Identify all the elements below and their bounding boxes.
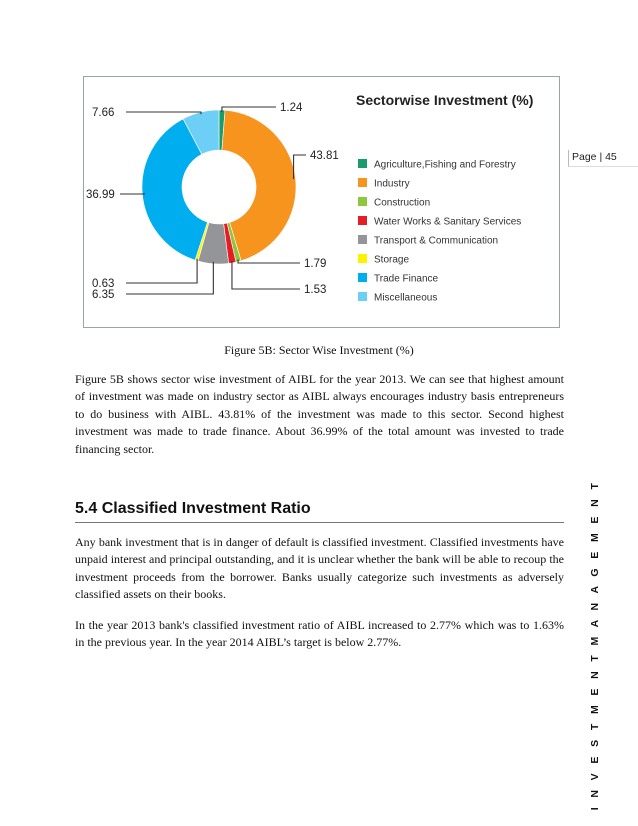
leader-line-3 [238,260,300,263]
legend-swatch-3 [358,197,367,206]
data-label-4: 1.53 [304,284,327,296]
data-label-5: 6.35 [92,289,115,301]
legend-label-5: Transport & Communication [374,235,499,247]
chart-frame [83,76,560,328]
data-label-6: 0.63 [92,278,115,290]
leader-line-8 [126,112,201,114]
legend-label-3: Construction [374,197,431,209]
legend-swatch-7 [358,273,367,282]
legend-swatch-2 [358,178,367,187]
side-section-label: I N V E S T M E N T M A N A G E M E N T [589,479,601,811]
data-label-7: 36.99 [86,189,115,201]
figure-caption: Figure 5B: Sector Wise Investment (%) [224,343,414,357]
section-heading: 5.4 Classified Investment Ratio [75,500,311,517]
legend-label-7: Trade Finance [374,273,439,285]
data-label-3: 1.79 [304,258,327,270]
page-number: Page | 45 [568,150,638,167]
chart-title: Sectorwise Investment (%) [356,92,534,108]
legend-label-1: Agriculture,Fishing and Forestry [374,159,516,171]
legend-swatch-4 [358,216,367,225]
leader-line-4 [232,261,300,289]
legend-swatch-5 [358,235,367,244]
leader-line-6 [126,259,197,283]
data-label-2: 43.81 [310,150,339,162]
leader-line-7 [120,193,144,194]
paragraph-2: Any bank investment that is in danger of default is classified investment. Classified investments have unpaid interest and principal outstanding, and it is unclear whether the bank will be able to recoup the investment proceeds from the borrower. Banks usually categorize such investments as adversely classified assets on their books. [75,535,564,602]
legend-label-8: Miscellaneous [374,292,438,304]
sector-pie-chart [84,77,559,327]
side-section-tab [586,479,604,811]
legend-label-2: Industry [374,178,410,190]
legend-swatch-1 [358,159,367,168]
legend-swatch-6 [358,254,367,263]
data-label-1: 1.24 [280,102,303,114]
legend-swatch-8 [358,292,367,301]
leader-line-5 [126,262,213,294]
heading-divider [75,522,564,523]
legend-label-6: Storage [374,254,410,266]
paragraph-3: In the year 2013 bank's classified investment ratio of AIBL increased to 2.77% which was to 1.63% in the previous year. In the year 2014 AIBL’s target is below 2.77%. [75,618,564,650]
paragraph-1: Figure 5B shows sector wise investment of AIBL for the year 2013. We can see that highest amount of investment was made on industry sector as AIBL always encourages industry basis entrepreneurs to do business with AIBL. 43.81% of the investment was made to this sector. Second highest investment was made to trade finance. About 36.99% of the total amount was invested to trade financing sector. [75,372,564,456]
data-label-8: 7.66 [92,107,115,119]
leader-line-2 [294,155,306,179]
legend-label-4: Water Works & Sanitary Services [374,216,522,228]
